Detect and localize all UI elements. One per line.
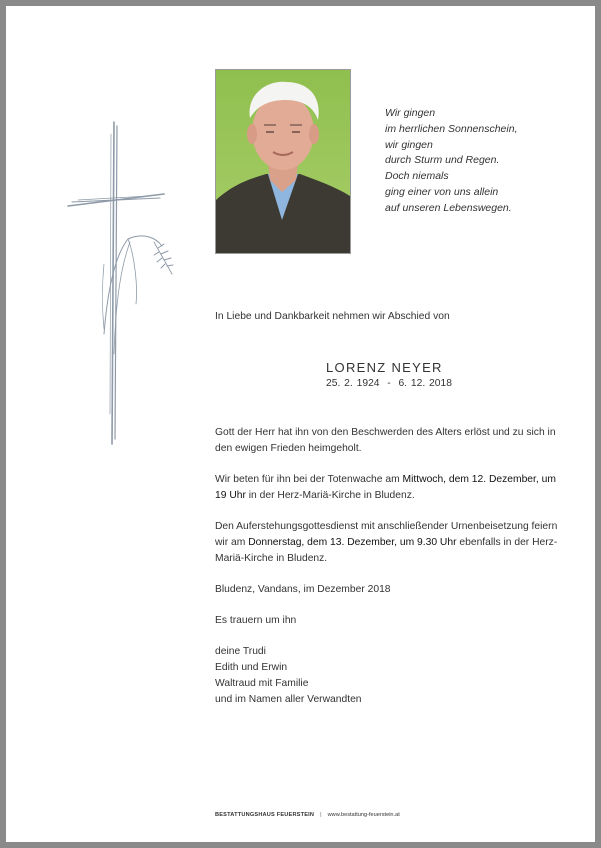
farewell-intro: In Liebe und Dankbarkeit nehmen wir Abschied von [215,311,450,322]
mourner: deine Trudi [215,646,266,657]
footer [215,812,400,818]
mourners-intro: Es trauern um ihn [215,615,297,626]
poem-line: ging einer von uns allein [385,185,499,198]
footer-separator: | [320,812,322,818]
wake-datetime: Mittwoch, dem 12. Dezember, um 19 Uhr [215,474,556,501]
poem-line: Doch niemals [385,170,449,183]
funeral-text: Den Auferstehungsgottesdienst mit anschließender Urnenbeisetzung feiern wir am [215,521,558,548]
obituary-text [215,425,565,708]
paragraph-release: Gott der Herr hat ihn von den Beschwerden des Alters erlöst und zu sich in den ewigen Frieden heimgeholt. [215,427,556,454]
funeral-location: ebenfalls in der Herz-Mariä-Kirche in Bludenz. [215,537,558,564]
cross-with-wheat-icon [64,114,184,449]
mourner: Edith und Erwin [215,662,288,673]
poem-line: Wir gingen [385,107,436,119]
place-date: Bludenz, Vandans, im Dezember 2018 [215,584,391,595]
poem-line: auf unseren Lebenswegen. [385,201,512,214]
paragraph-wake [215,472,565,504]
life-dates [326,378,452,389]
funeral-home-url[interactable]: www.bestattung-feuerstein.at [327,812,400,818]
poem [385,106,518,217]
wake-text: Wir beten für ihn bei der Totenwache am [215,474,403,485]
mourner: und im Namen aller Verwandten [215,694,362,705]
poem-line: wir gingen [385,138,433,151]
wake-location: in der Herz-Mariä-Kirche in Bludenz. [245,490,415,501]
obituary-page [6,6,595,842]
death-date: 6. 12. 2018 [398,378,452,389]
birth-date: 25. 2. 1924 [326,378,380,389]
deceased-name: LORENZ NEYER [326,360,443,375]
poem-line: durch Sturm und Regen. [385,154,500,167]
poem-line: im herrlichen Sonnenschein, [385,122,518,135]
funeral-datetime: Donnerstag, dem 13. Dezember, um 9.30 Uhr [248,537,457,548]
paragraph-funeral [215,519,565,567]
date-dash: - [387,378,391,389]
funeral-home-name: BESTATTUNGSHAUS FEUERSTEIN [215,812,315,818]
mourners-list [215,644,565,708]
mourner: Waltraud mit Familie [215,678,309,689]
portrait-photo [215,69,351,254]
